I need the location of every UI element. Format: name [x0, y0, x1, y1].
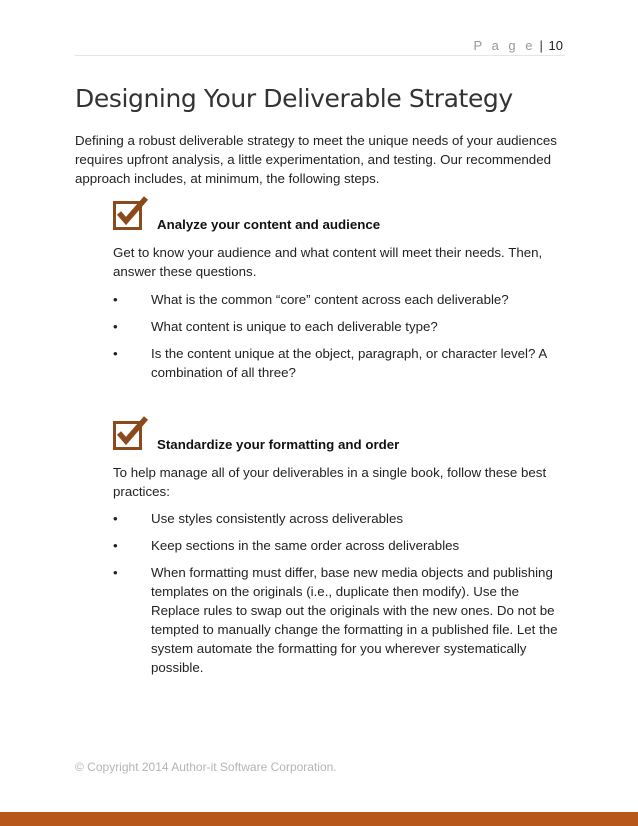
list-item [113, 509, 563, 528]
copyright-footer: © Copyright 2014 Author-it Software Corporation. [75, 760, 337, 774]
section-title: Analyze your content and audience [157, 217, 381, 232]
bullet-dot: • [113, 511, 118, 526]
list-item-text: What is the common “core” content across each deliverable? [151, 292, 509, 307]
list-item [113, 290, 563, 309]
bullet-dot: • [113, 292, 118, 307]
list-item [113, 317, 563, 336]
bullet-dot: • [113, 538, 118, 553]
list-item-text: When formatting must differ, base new media objects and publishing templates on the originals (i.e., duplicate then modify). Use the Replace rules to swap out the originals with the new ones. Do not be tempted to manually change the formatting in a published file. Let the system automate the formatting for you wherever systematically possible. [151, 565, 558, 675]
bullet-list [113, 509, 563, 677]
page-separator: | [539, 38, 543, 53]
bullet-dot: • [113, 565, 118, 580]
bullet-list [113, 290, 563, 382]
intro-paragraph: Defining a robust deliverable strategy to meet the unique needs of your audiences requires upfront analysis, a little experimentation, and testing. Our recommended approach includes, at minimum, the following steps. [75, 133, 557, 186]
list-item-text: What content is unique to each deliverable type? [151, 319, 438, 334]
list-item-text: Is the content unique at the object, paragraph, or character level? A combination of all three? [151, 346, 547, 380]
list-item [113, 344, 563, 382]
bullet-dot: • [113, 346, 118, 361]
page-number: 10 [548, 38, 563, 53]
bullet-dot: • [113, 319, 118, 334]
checkbox-checked-icon [113, 196, 149, 232]
section-heading [113, 416, 533, 452]
footer-accent-bar [0, 812, 638, 826]
header-divider [75, 55, 565, 56]
page-header [474, 38, 563, 53]
list-item [113, 563, 563, 677]
list-item-text: Use styles consistently across deliverables [151, 511, 404, 526]
section-heading [113, 196, 533, 232]
list-item [113, 536, 563, 555]
section-body: To help manage all of your deliverables in a single book, follow these best practices: [113, 465, 547, 499]
checkbox-checked-icon [113, 416, 149, 452]
section-title: Standardize your formatting and order [157, 437, 400, 452]
list-item-text: Keep sections in the same order across deliverables [151, 538, 460, 553]
page-title: Designing Your Deliverable Strategy [75, 84, 513, 113]
section-body: Get to know your audience and what content will meet their needs. Then, answer these questions. [113, 245, 543, 279]
page-label: P a g e [473, 38, 536, 53]
